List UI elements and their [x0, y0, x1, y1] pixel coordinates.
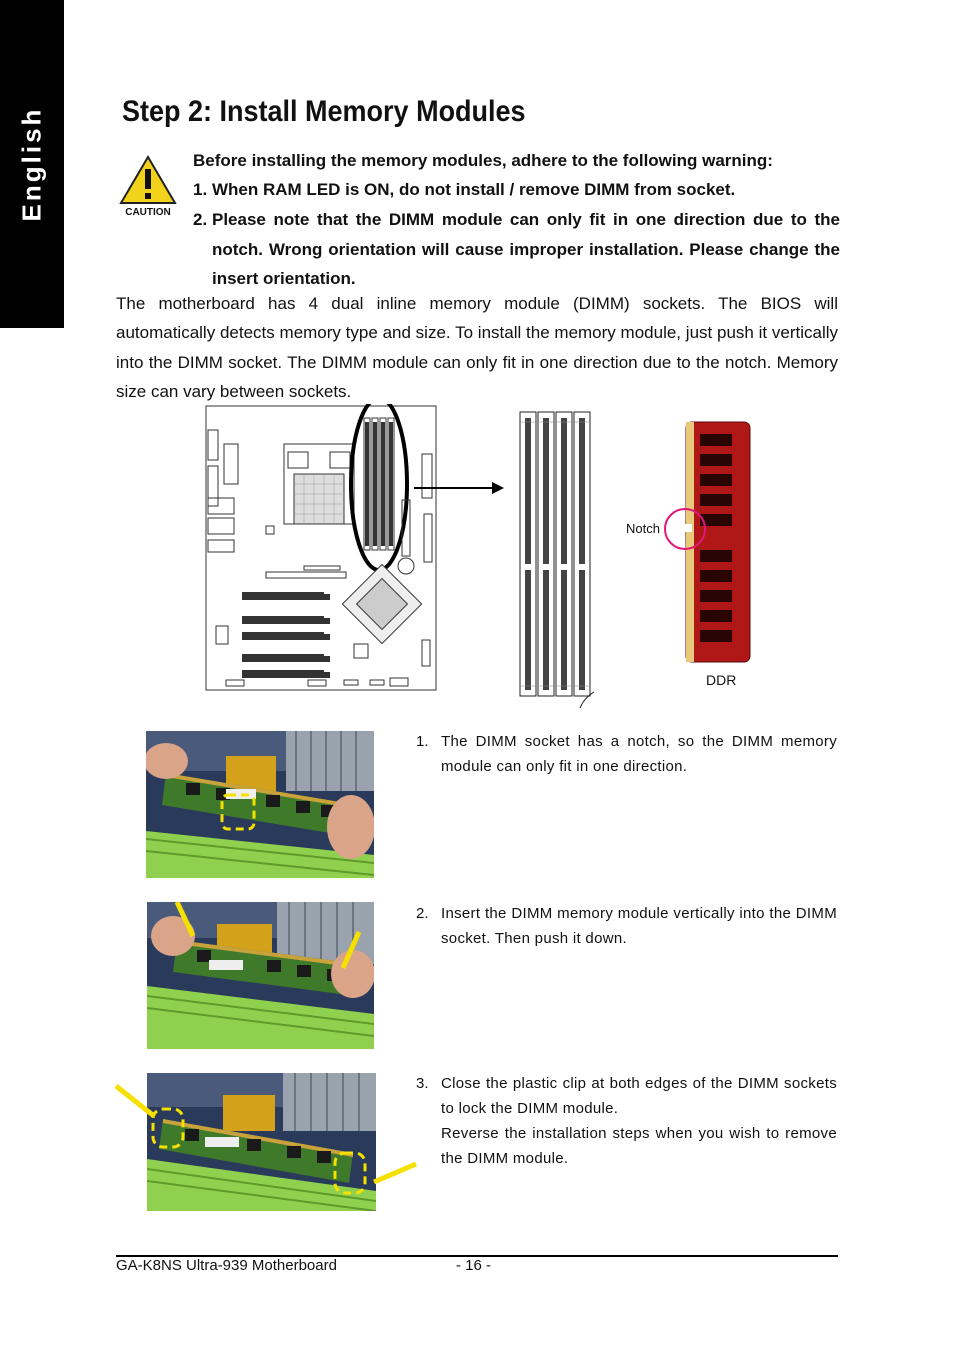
- step-3-extra-text: Reverse the installation steps when you wish to remove the DIMM module.: [441, 1125, 837, 1167]
- caution-label: CAUTION: [125, 207, 171, 217]
- intro-paragraph: The motherboard has 4 dual inline memory module (DIMM) sockets. The BIOS will automatically detects memory type and size. To install the memory module, just push it vertically into the DIMM socket. The DIMM module can only fit in one direction due to the notch. Memory size can vary between sockets.: [116, 294, 838, 401]
- callout-arrow: [414, 478, 504, 498]
- caution-item-2-text: Please note that the DIMM module can only fit in one direction due to the notch. Wrong orientation will cause improper installation. Please change the insert orientation.: [212, 210, 840, 288]
- step-2-num: 2.: [416, 905, 429, 922]
- photo-step-1: [146, 731, 374, 878]
- motherboard-diagram: [204, 404, 440, 694]
- caution-item-1-num: 1.: [193, 180, 208, 199]
- arrow-right-clip: [370, 1160, 418, 1188]
- notch-label: Notch: [626, 521, 660, 536]
- caution-icon: [118, 155, 178, 217]
- footer-page-number: - 16 -: [456, 1257, 492, 1274]
- step-2-text: Insert the DIMM memory module vertically into the DIMM socket. Then push it down.: [441, 905, 837, 947]
- photo-step-3: [147, 1073, 376, 1211]
- step-1-text: The DIMM socket has a notch, so the DIMM memory module can only fit in one direction.: [441, 733, 837, 775]
- footer-model: GA-K8NS Ultra-939 Motherboard: [116, 1257, 337, 1274]
- ddr-label: DDR: [706, 672, 737, 688]
- dimm-slots-closeup: [516, 408, 598, 708]
- caution-item-2-num: 2.: [193, 210, 208, 229]
- caution-lead: Before installing the memory modules, adhere to the following warning:: [193, 151, 773, 170]
- step-1-num: 1.: [416, 733, 429, 750]
- notch-highlight: [662, 506, 708, 552]
- language-tab-label: English: [16, 106, 47, 222]
- caution-item-1-text: When RAM LED is ON, do not install / remove DIMM from socket.: [212, 180, 736, 199]
- arrow-left-clip: [114, 1084, 158, 1120]
- step-3-text: Close the plastic clip at both edges of the DIMM sockets to lock the DIMM module.: [441, 1075, 837, 1117]
- photo-step-2: [147, 902, 374, 1049]
- language-tab: [0, 0, 64, 328]
- step-3-num: 3.: [416, 1075, 429, 1092]
- page-title: Step 2: Install Memory Modules: [122, 95, 526, 128]
